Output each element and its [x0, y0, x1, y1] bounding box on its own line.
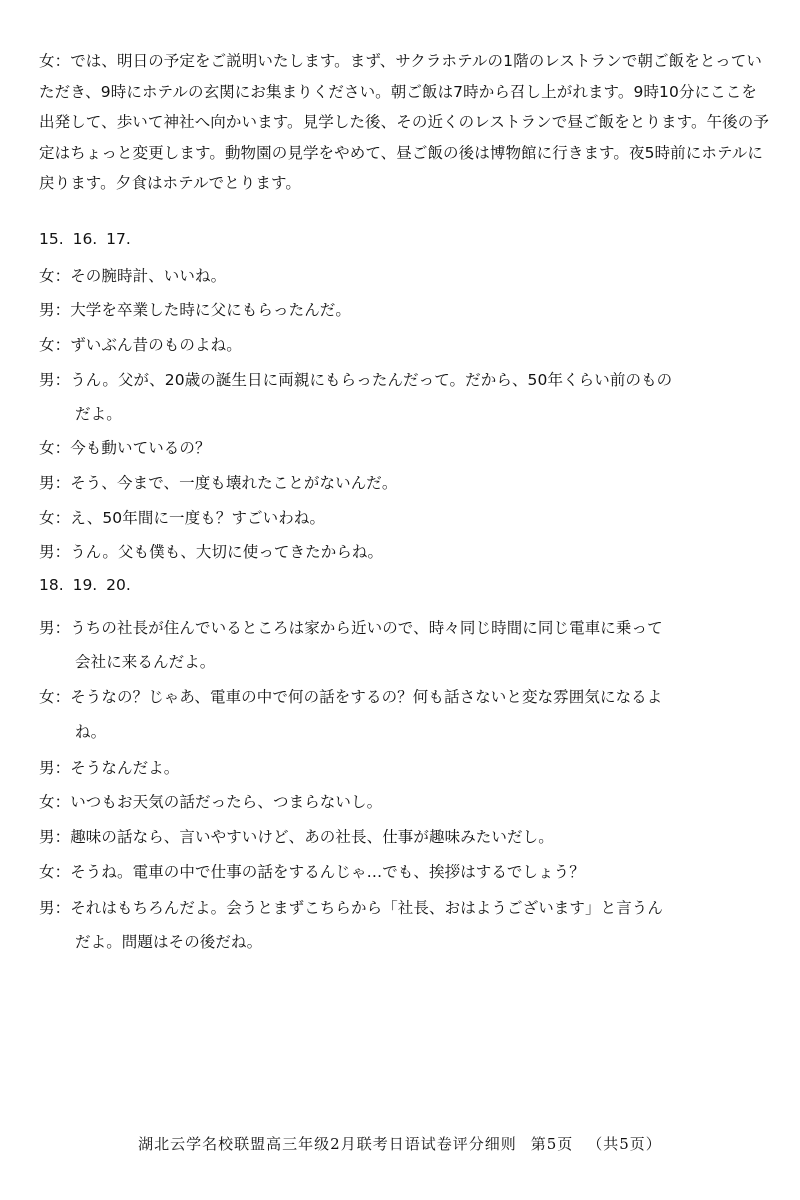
question-numbers-15-17: 15. 16. 17. [39, 230, 131, 248]
question-numbers-18-20: 18. 19. 20. [39, 576, 131, 594]
dialogue-line-continuation: だよ。問題はその後だね。 [75, 933, 263, 951]
dialogue-line: 男：うん。父も僕も、大切に使ってきたからね。 [39, 543, 384, 561]
footer-title: 湖北云学名校联盟高三年级2月联考日语试卷评分细则 [138, 1135, 517, 1153]
dialogue-line: 女：その腕時計、いいね。 [39, 267, 227, 285]
dialogue-line-continuation: 会社に来るんだよ。 [75, 653, 216, 671]
dialogue-line-continuation: ね。 [75, 723, 107, 741]
schedule-monologue: 女：では、明日の予定をご説明いたします。まず、サクラホテルの1階のレストランで朝ご飯をとっていただき、9時にホテルの玄関にお集まりください。朝ご飯は7時から召し上がれます。9時10分にここを出発して、歩いて神社へ向かいます。見学した後、その近くのレストランで昼ご飯をとります。午後の予定はちょっと変更します。動物園の見学をやめて、昼ご飯の後は博物館に行きます。夜5時前にホテルに戻ります。夕食はホテルでとります。 [39, 52, 769, 192]
dialogue-line: 女：いつもお天気の話だったら、つまらないし。 [39, 793, 383, 811]
dialogue-line: 男：うん。父が、20歳の誕生日に両親にもらったんだって。だから、50年くらい前のもの [39, 371, 673, 389]
dialogue-line: 男：そう、今まで、一度も壊れたことがないんだ。 [39, 474, 398, 492]
page-total: （共5页） [587, 1135, 662, 1153]
page-number: 第5页 [530, 1135, 574, 1153]
dialogue-line: 男：それはもちろんだよ。会うとまずこちらから「社長、おはようございます」と言うん [39, 899, 664, 917]
dialogue-line: 女：そうね。電車の中で仕事の話をするんじゃ…でも、挨拶はするでしょう？ [39, 863, 585, 881]
dialogue-line: 男：うちの社長が住んでいるところは家から近いので、時々同じ時間に同じ電車に乗って [39, 619, 663, 637]
dialogue-line: 男：そうなんだよ。 [39, 759, 180, 777]
dialogue-line-continuation: だよ。 [75, 405, 122, 423]
dialogue-line: 女：そうなの？じゃあ、電車の中で何の話をするの？何も話さないと変な雰囲気になるよ [39, 688, 663, 706]
page-footer [0, 1133, 800, 1154]
dialogue-line: 女：ずいぶん昔のものよね。 [39, 336, 242, 354]
dialogue-line: 男：趣味の話なら、言いやすいけど、あの社長、仕事が趣味みたいだし。 [39, 828, 554, 846]
dialogue-line: 女：今も動いているの？ [39, 439, 211, 457]
dialogue-line: 女：え、50年間に一度も？すごいわね。 [39, 509, 326, 527]
dialogue-line: 男：大学を卒業した時に父にもらったんだ。 [39, 301, 352, 319]
